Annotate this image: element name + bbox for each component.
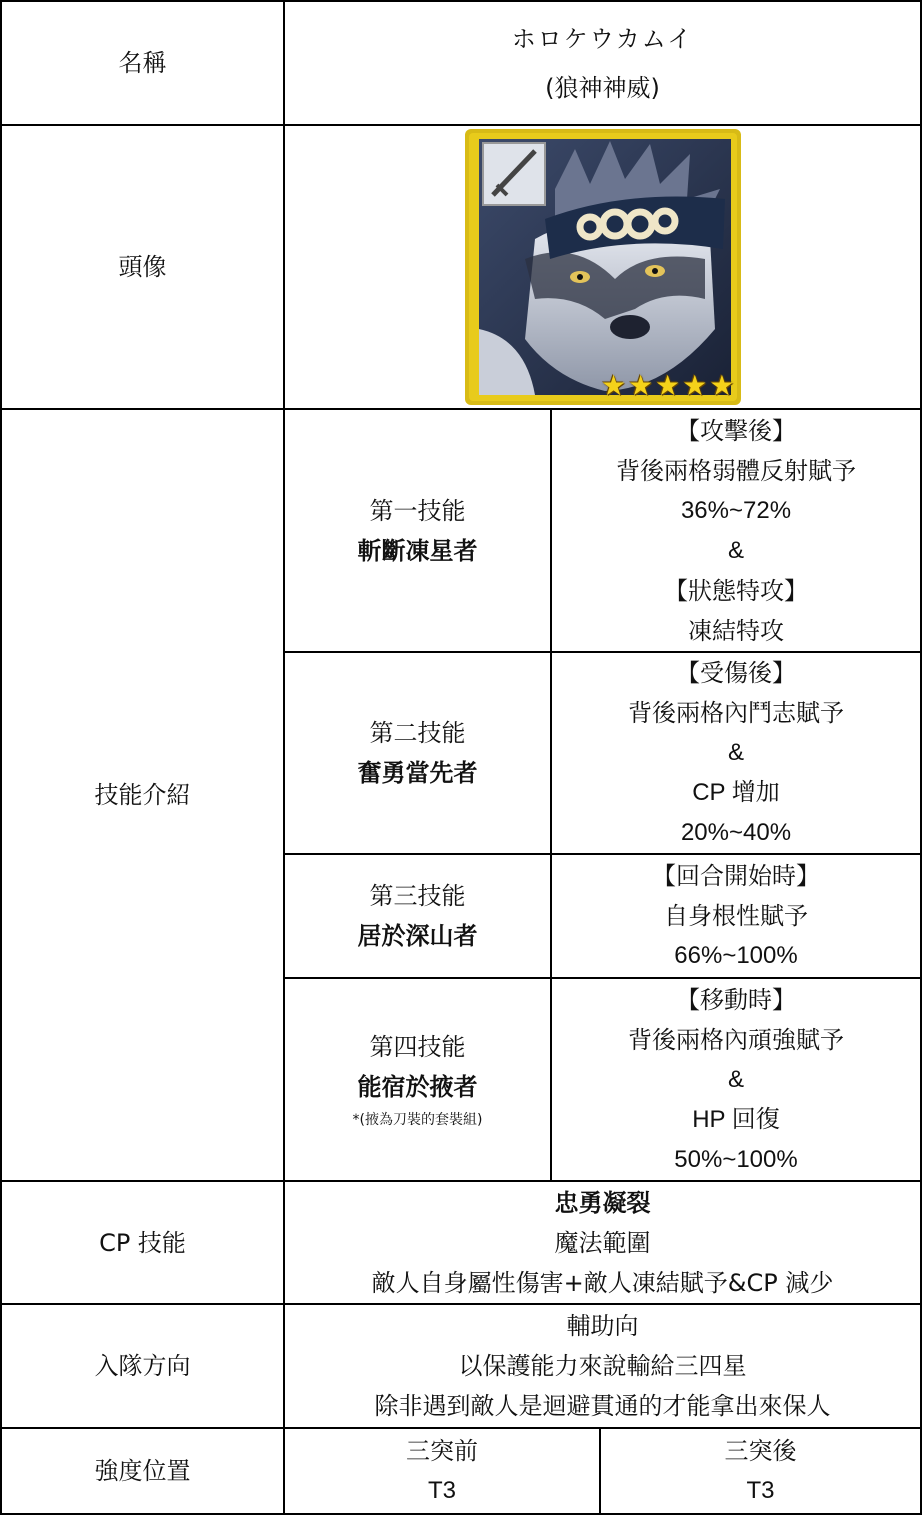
avatar-label-cell — [0, 124, 285, 410]
avatar-value-cell — [283, 124, 922, 410]
skill-4-note: *(掖為刀裝的套裝組) — [352, 1111, 483, 1128]
skill-4-effect-2: HP 回復 — [692, 1105, 780, 1133]
skill-1-trigger: 【攻擊後】 — [676, 416, 796, 445]
skill-2-trigger: 【受傷後】 — [676, 659, 796, 687]
portrait-art — [465, 129, 741, 405]
skill-4-name: 能宿於掖者 — [357, 1072, 478, 1101]
rarity-stars — [601, 371, 735, 401]
strength-label-cell — [0, 1427, 285, 1515]
skill-3-effect: 自身根性賦予 — [664, 902, 808, 930]
cp-skill-name: 忠勇凝裂 — [554, 1188, 651, 1217]
star-icon: ★ — [655, 369, 681, 402]
skill-4-effect-cell — [550, 977, 922, 1182]
skill-1-name: 斬斷凍星者 — [357, 536, 478, 565]
skill-1-trigger-2: 【狀態特攻】 — [664, 576, 808, 605]
skills-label: 技能介紹 — [94, 781, 191, 809]
star-icon: ★ — [600, 369, 627, 402]
skill-2-title: 第二技能 — [369, 719, 466, 747]
skill-3-name: 居於深山者 — [357, 922, 478, 950]
strength-front-cell — [283, 1427, 601, 1515]
skill-1-effect: 背後兩格弱體反射賦予 — [616, 456, 856, 485]
name-chinese: (狼神神威) — [545, 73, 660, 102]
skill-1-effect-2: 凍結特攻 — [688, 616, 784, 645]
skill-3-trigger: 【回合開始時】 — [652, 862, 820, 890]
skill-1-value: 36%~72% — [680, 496, 792, 524]
star-icon: ★ — [682, 369, 708, 402]
cp-skill-effect: 敵人自身屬性傷害+敵人凍結賦予&CP 減少 — [371, 1268, 834, 1297]
team-value-cell — [283, 1303, 922, 1429]
skill-4-title: 第四技能 — [369, 1032, 466, 1061]
skill-1-and: & — [727, 536, 744, 564]
skill-4-and: & — [727, 1065, 744, 1093]
star-icon: ★ — [628, 369, 654, 402]
skill-2-effect-2: CP 增加 — [692, 779, 780, 806]
strength-back-title: 三突後 — [724, 1437, 797, 1465]
skill-4-effect: 背後兩格內頑強賦予 — [628, 1025, 844, 1054]
skill-1-name-cell — [283, 408, 552, 653]
skill-3-effect-cell — [550, 853, 922, 979]
skill-4-trigger: 【移動時】 — [676, 985, 796, 1014]
skill-3-value: 66%~100% — [674, 942, 798, 969]
skills-label-cell — [0, 408, 285, 1182]
team-comment-1: 以保護能力來說輸給三四星 — [458, 1352, 747, 1380]
team-role: 輔助向 — [566, 1312, 639, 1340]
strength-back-cell — [599, 1427, 922, 1515]
skill-4-name-cell — [283, 977, 552, 1182]
name-label-cell — [0, 0, 285, 126]
cp-skill-range: 魔法範圍 — [554, 1228, 651, 1257]
skill-2-effect-cell — [550, 651, 922, 855]
name-label: 名稱 — [118, 49, 167, 77]
avatar-label: 頭像 — [118, 253, 167, 281]
character-portrait — [465, 129, 741, 405]
team-label: 入隊方向 — [94, 1352, 191, 1380]
skill-3-title: 第三技能 — [369, 882, 466, 910]
cp-skill-value-cell — [283, 1180, 922, 1305]
skill-2-name: 奮勇當先者 — [357, 759, 478, 787]
strength-back-tier: T3 — [746, 1477, 775, 1504]
star-icon: ★ — [709, 369, 735, 402]
name-value-cell — [283, 0, 922, 126]
team-label-cell — [0, 1303, 285, 1429]
skill-4-value: 50%~100% — [674, 1145, 798, 1173]
name-japanese: ホロケウカムイ — [511, 24, 694, 53]
team-comment-2: 除非遇到敵人是迴避貫通的才能拿出來保人 — [374, 1392, 831, 1420]
cp-skill-label: CP 技能 — [99, 1228, 186, 1257]
skill-2-value: 20%~40% — [680, 819, 792, 846]
strength-label: 強度位置 — [94, 1457, 191, 1485]
skill-2-name-cell — [283, 651, 552, 855]
skill-1-effect-cell — [550, 408, 922, 653]
skill-2-effect: 背後兩格內鬥志賦予 — [628, 699, 844, 727]
skill-2-and: & — [727, 739, 744, 766]
strength-front-title: 三突前 — [406, 1437, 478, 1465]
skill-1-title: 第一技能 — [369, 496, 466, 525]
cp-skill-label-cell — [0, 1180, 285, 1305]
skill-3-name-cell — [283, 853, 552, 979]
strength-front-tier: T3 — [427, 1477, 456, 1504]
